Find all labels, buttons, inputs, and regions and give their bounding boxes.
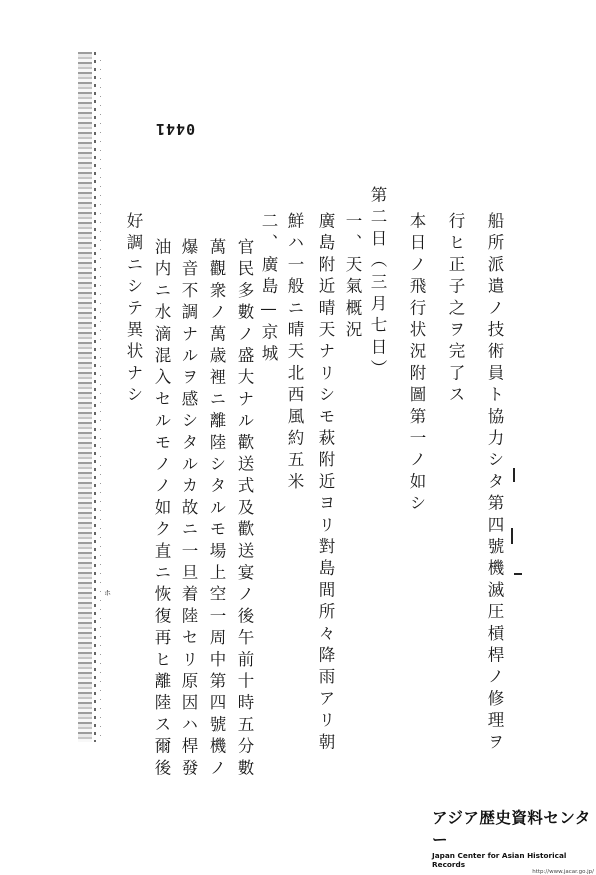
watermark-title: アジア歴史資料センター	[432, 809, 591, 849]
text-line-12: 油内ニ水滴混入セルモノノ如ク直ニ恢復再ヒ離陸ス爾後	[152, 238, 171, 781]
subheading-weather: 一、天氣概況	[343, 212, 362, 343]
scanned-page-edge	[78, 52, 92, 742]
text-line-9: 官民多數ノ盛大ナル歡送式及歡送宴ノ後午前十時五分數	[235, 238, 254, 781]
scanned-page-edge-line	[94, 52, 96, 742]
scan-mark	[511, 528, 513, 544]
page-number: 0441	[155, 120, 196, 138]
jacar-watermark	[432, 806, 596, 875]
text-line-6: 廣島附近晴天ナリシモ萩附近ヨリ對島間所々降雨アリ朝	[316, 212, 335, 755]
text-line-10: 萬觀衆ノ萬歳裡ニ離陸シタルモ場上空一周中第四號機ノ	[207, 238, 226, 781]
text-line-13: 好調ニシテ異状ナシ	[124, 212, 143, 408]
subheading-hiroshima-keijo: 二、廣島—京城	[259, 212, 278, 367]
text-line-2: 行ヒ正子之ヲ完了ス	[446, 212, 465, 408]
text-line-7: 鮮ハ一般ニ晴天北西風約五米	[285, 212, 304, 495]
text-line-3: 本日ノ飛行状況附圖第一ノ如シ	[407, 212, 426, 516]
scanned-page-edge-line-inner	[100, 60, 101, 740]
text-line-1: 船所派遣ノ技術員ト協力シタ第四號機滅圧槓桿ノ修理ヲ	[485, 212, 504, 755]
text-line-11: 爆音不調ナルヲ感シタルカ故ニ一旦着陸セリ原因ハ桿發	[179, 238, 198, 781]
section-heading-day2: 第二日（三月七日）	[368, 186, 387, 382]
scan-mark	[514, 573, 522, 575]
scan-mark	[513, 468, 515, 482]
watermark-url: http://www.jacar.go.jp/	[532, 869, 594, 875]
margin-note: ㇹ	[103, 588, 113, 598]
watermark-subtitle: Japan Center for Asian Historical Records	[432, 851, 567, 869]
